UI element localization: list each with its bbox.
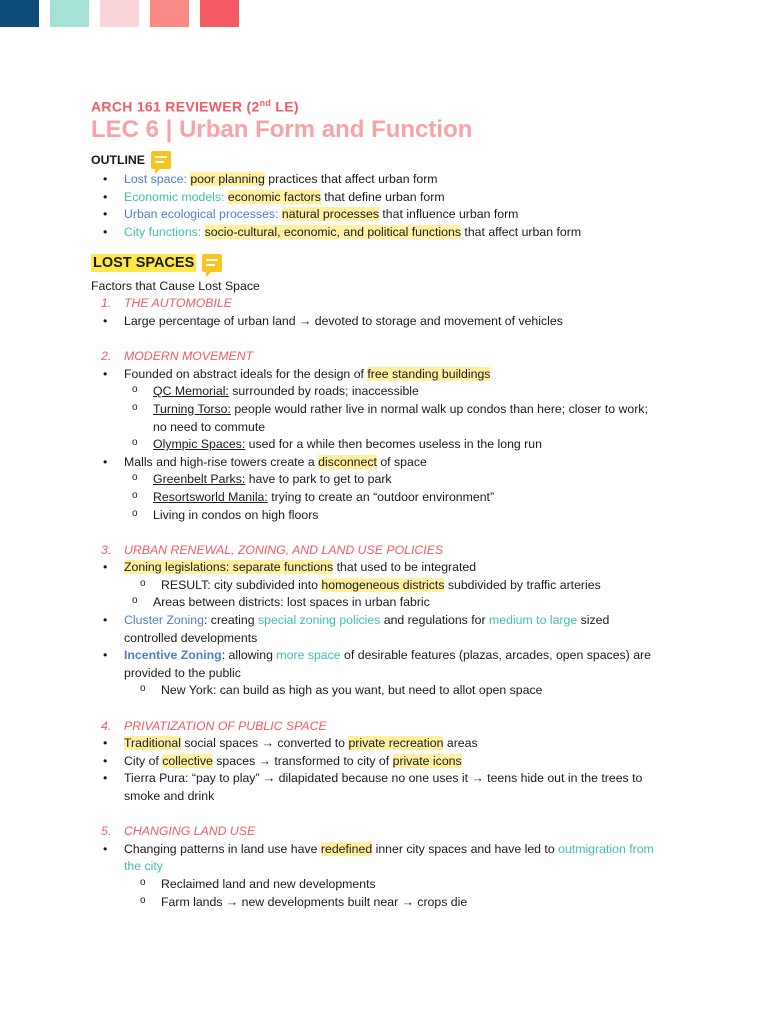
list-item: • Zoning legislations: separate functions that used to be integrated: [91, 559, 711, 577]
sub-item: o QC Memorial: surrounded by roads; inaccessible: [91, 383, 711, 401]
swatch-mint: [50, 0, 89, 27]
sub-item: o Farm lands → new developments built near → crops die: [91, 894, 711, 912]
sub-item-continued: no need to commute: [153, 419, 266, 434]
lost-spaces-heading: LOST SPACES: [91, 249, 711, 277]
list-item: • Malls and high-rise towers create a disconnect of space: [91, 454, 711, 472]
list-item: • Tierra Pura: “pay to play” → dilapidated because no one uses it → teens hide out in the trees to: [91, 770, 711, 788]
sub-item: o Turning Torso: people would rather live in normal walk up condos than here; closer to work;: [91, 401, 711, 419]
sub-item: o Greenbelt Parks: have to park to get to park: [91, 471, 711, 489]
list-item: • Large percentage of urban land → devoted to storage and movement of vehicles: [91, 313, 711, 331]
color-swatch-bar: [0, 0, 239, 27]
list-item: • Founded on abstract ideals for the design of free standing buildings: [91, 366, 711, 384]
outline-heading: OUTLINE: [91, 149, 711, 171]
document-page: [91, 94, 711, 911]
factor-title: 4. PRIVATIZATION OF PUBLIC SPACE: [101, 718, 327, 733]
outline-item: • Lost space: poor planning practices that affect urban form: [91, 171, 711, 189]
sub-item: o Living in condos on high floors: [91, 507, 711, 525]
list-item-continued: provided to the public: [124, 665, 241, 680]
course-title: ARCH 161 REVIEWER (2nd LE): [91, 98, 299, 115]
list-item: • City of collective spaces → transformed to city of private icons: [91, 753, 711, 771]
list-item-continued: smoke and drink: [124, 789, 215, 803]
factor-title: 3. URBAN RENEWAL, ZONING, AND LAND USE POLICIES: [101, 542, 444, 557]
sub-item: o Resortsworld Manila: trying to create an “outdoor environment”: [91, 489, 711, 507]
list-item-continued: the city: [124, 859, 163, 874]
comment-icon[interactable]: [151, 151, 171, 169]
list-item: • Cluster Zoning: creating special zoning policies and regulations for medium to large sized: [91, 612, 711, 630]
list-item: • Traditional social spaces → converted to private recreation areas: [91, 735, 711, 753]
factor-title: 2. MODERN MOVEMENT: [101, 349, 254, 364]
outline-item: • Economic models: economic factors that define urban form: [91, 189, 711, 207]
outline-item: • Urban ecological processes: natural processes that influence urban form: [91, 206, 711, 224]
swatch-pink: [100, 0, 139, 27]
sub-item: o Reclaimed land and new developments: [91, 876, 711, 894]
page-title: LEC 6 | Urban Form and Function: [91, 116, 473, 143]
sub-item: o RESULT: city subdivided into homogeneous districts subdivided by traffic arteries: [91, 577, 711, 595]
swatch-red: [200, 0, 239, 27]
sub-item: o Areas between districts: lost spaces in urban fabric: [91, 594, 711, 612]
swatch-salmon: [150, 0, 189, 27]
list-item: • Changing patterns in land use have redefined inner city spaces and have led to outmigration from: [91, 841, 711, 859]
factor-title: 1. THE AUTOMOBILE: [101, 296, 232, 311]
subheading: Factors that Cause Lost Space: [91, 279, 260, 294]
outline-item: • City functions: socio-cultural, economic, and political functions that affect urban form: [91, 224, 711, 242]
comment-icon[interactable]: [202, 254, 222, 272]
swatch-navy: [0, 0, 39, 27]
list-item: • Incentive Zoning: allowing more space of desirable features (plazas, arcades, open spaces) are: [91, 647, 711, 665]
list-item-continued: controlled developments: [124, 630, 258, 645]
factor-title: 5. CHANGING LAND USE: [101, 824, 256, 839]
sub-item: o Olympic Spaces: used for a while then becomes useless in the long run: [91, 436, 711, 454]
sub-item: o New York: can build as high as you want, but need to allot open space: [91, 682, 711, 700]
